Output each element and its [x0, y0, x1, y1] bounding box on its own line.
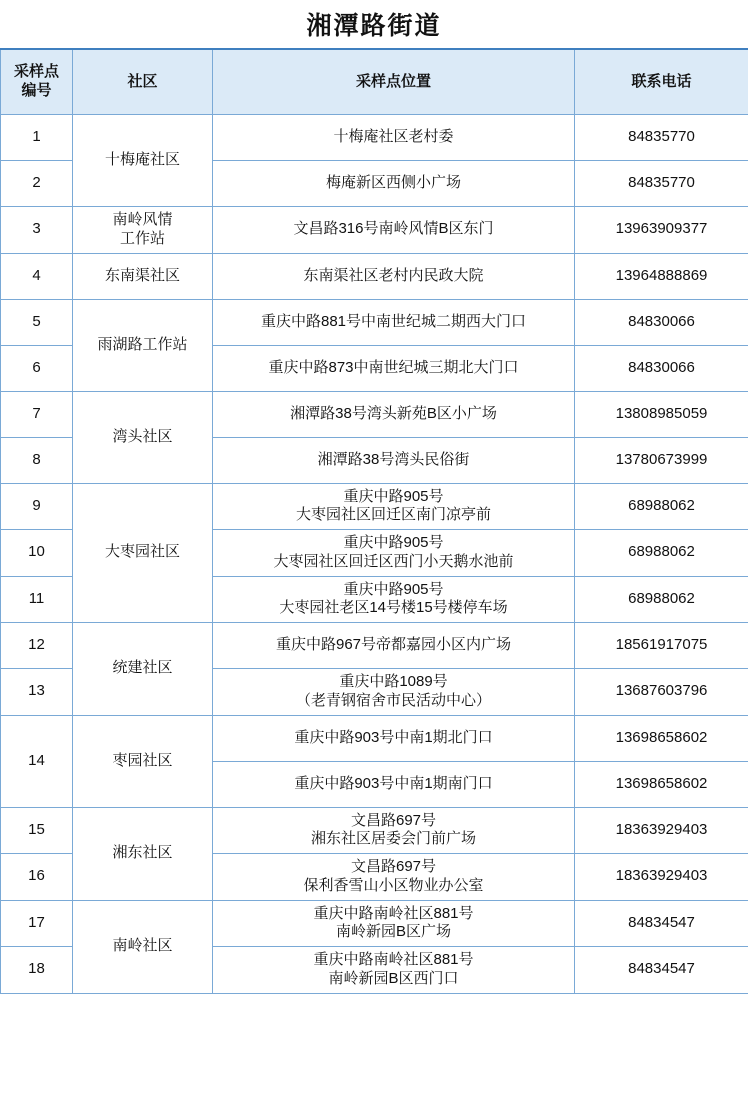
cell-phone: 13963909377	[575, 207, 748, 254]
cell-community: 雨湖路工作站	[73, 299, 213, 391]
cell-community: 东南渠社区	[73, 253, 213, 299]
cell-location	[213, 807, 575, 854]
location-line: 东南渠社区老村内民政大院	[303, 266, 484, 284]
cell-phone: 18363929403	[575, 807, 748, 854]
cell-location	[213, 576, 575, 623]
location-line: 梅庵新区西侧小广场	[325, 174, 461, 192]
location-line: 南岭新园B区广场	[335, 923, 451, 941]
cell-sampling-id: 15	[1, 807, 73, 854]
table-row	[1, 253, 748, 299]
location-line: 大枣园社区回迁区西门小天鹅水池前	[273, 552, 514, 570]
cell-sampling-id: 8	[1, 437, 73, 483]
column-header-location: 采样点位置	[213, 49, 575, 115]
table-header	[1, 49, 748, 115]
location-line: 湘东社区居委会门前广场	[310, 830, 476, 848]
cell-location	[213, 161, 575, 207]
cell-location	[213, 437, 575, 483]
location-line: 重庆中路南岭社区881号	[313, 951, 474, 968]
cell-sampling-id: 7	[1, 391, 73, 437]
cell-location	[213, 299, 575, 345]
community-name-line: 南岭风情	[112, 211, 173, 228]
column-header-id	[1, 49, 73, 115]
cell-phone: 13687603796	[575, 669, 748, 716]
cell-phone: 13780673999	[575, 437, 748, 483]
cell-community: 枣园社区	[73, 715, 213, 807]
cell-community: 湾头社区	[73, 391, 213, 483]
cell-phone: 84830066	[575, 345, 748, 391]
cell-sampling-id: 6	[1, 345, 73, 391]
cell-phone: 18363929403	[575, 854, 748, 901]
cell-location	[213, 345, 575, 391]
cell-phone: 18561917075	[575, 623, 748, 669]
cell-community	[73, 207, 213, 254]
cell-location	[213, 947, 575, 994]
page-title-bar	[0, 0, 748, 48]
location-line: 重庆中路905号	[343, 487, 444, 505]
column-header-id-line1: 采样点	[13, 63, 59, 81]
cell-location	[213, 715, 575, 761]
location-line: 重庆中路903号中南1期北门口	[294, 728, 493, 746]
cell-sampling-id: 10	[1, 530, 73, 577]
cell-sampling-id: 1	[1, 115, 73, 161]
table-row	[1, 900, 748, 947]
table-row	[1, 207, 748, 254]
cell-location	[213, 761, 575, 807]
cell-community: 湘东社区	[73, 807, 213, 900]
cell-phone: 13964888869	[575, 253, 748, 299]
column-header-phone: 联系电话	[575, 49, 748, 115]
cell-sampling-id: 5	[1, 299, 73, 345]
location-line: 重庆中路903号中南1期南门口	[294, 774, 493, 792]
location-line: 文昌路697号	[350, 811, 437, 829]
cell-phone: 84830066	[575, 299, 748, 345]
location-line: 十梅庵社区老村委	[333, 128, 454, 146]
cell-sampling-id: 4	[1, 253, 73, 299]
community-name-line: 工作站	[119, 229, 165, 247]
location-line: 重庆中路873中南世纪城三期北大门口	[268, 358, 519, 376]
cell-phone: 68988062	[575, 483, 748, 530]
cell-location	[213, 623, 575, 669]
cell-sampling-id: 12	[1, 623, 73, 669]
location-line: 重庆中路905号	[343, 580, 444, 598]
cell-location	[213, 483, 575, 530]
location-line: 重庆中路905号	[343, 534, 444, 551]
cell-location	[213, 854, 575, 901]
cell-location	[213, 253, 575, 299]
cell-community: 大枣园社区	[73, 483, 213, 623]
cell-phone: 84835770	[575, 161, 748, 207]
cell-location	[213, 530, 575, 577]
table-row	[1, 115, 748, 161]
cell-community: 南岭社区	[73, 900, 213, 993]
cell-sampling-id: 14	[1, 715, 73, 807]
cell-sampling-id: 11	[1, 576, 73, 623]
column-header-community: 社区	[73, 49, 213, 115]
location-line: 重庆中路881号中南世纪城二期西大门口	[260, 312, 527, 330]
cell-phone: 84834547	[575, 947, 748, 994]
cell-sampling-id: 3	[1, 207, 73, 254]
table-row	[1, 623, 748, 669]
location-line: 湘潭路38号湾头新苑B区小广场	[290, 404, 497, 422]
cell-sampling-id: 9	[1, 483, 73, 530]
table-row	[1, 299, 748, 345]
location-line: 南岭新园B区西门口	[328, 969, 459, 987]
location-line: 大枣园社区回迁区南门凉亭前	[295, 506, 491, 524]
cell-phone: 68988062	[575, 530, 748, 577]
table-row	[1, 483, 748, 530]
cell-phone: 84834547	[575, 900, 748, 947]
cell-location	[213, 115, 575, 161]
location-line: 大枣园社老区14号楼15号楼停车场	[279, 599, 508, 617]
cell-phone: 68988062	[575, 576, 748, 623]
table-body	[1, 115, 748, 994]
cell-community: 统建社区	[73, 623, 213, 716]
cell-phone: 84835770	[575, 115, 748, 161]
cell-location	[213, 207, 575, 254]
cell-phone: 13808985059	[575, 391, 748, 437]
cell-sampling-id: 16	[1, 854, 73, 901]
cell-location	[213, 669, 575, 716]
table-header-row	[1, 49, 748, 115]
location-line: 保利香雪山小区物业办公室	[303, 876, 484, 894]
cell-community: 十梅庵社区	[73, 115, 213, 207]
cell-location	[213, 900, 575, 947]
location-line: 湘潭路38号湾头民俗街	[317, 450, 470, 468]
location-line: 重庆中路967号帝都嘉园小区内广场	[275, 636, 512, 654]
table-row	[1, 807, 748, 854]
cell-phone: 13698658602	[575, 761, 748, 807]
cell-sampling-id: 18	[1, 947, 73, 994]
table-row	[1, 391, 748, 437]
cell-sampling-id: 17	[1, 900, 73, 947]
sampling-point-table	[0, 48, 748, 994]
cell-phone: 13698658602	[575, 715, 748, 761]
location-line: 文昌路697号	[350, 858, 437, 875]
location-line: 重庆中路南岭社区881号	[313, 904, 474, 922]
page-title: 湘潭路街道	[306, 12, 442, 40]
cell-sampling-id: 2	[1, 161, 73, 207]
location-line: 文昌路316号南岭风情B区东门	[293, 220, 494, 238]
location-line: 重庆中路1089号	[339, 673, 448, 690]
location-line: （老青钢宿舍市民活动中心）	[295, 691, 491, 709]
table-row	[1, 715, 748, 761]
cell-location	[213, 391, 575, 437]
cell-sampling-id: 13	[1, 669, 73, 716]
column-header-id-line2: 编号	[21, 82, 52, 99]
